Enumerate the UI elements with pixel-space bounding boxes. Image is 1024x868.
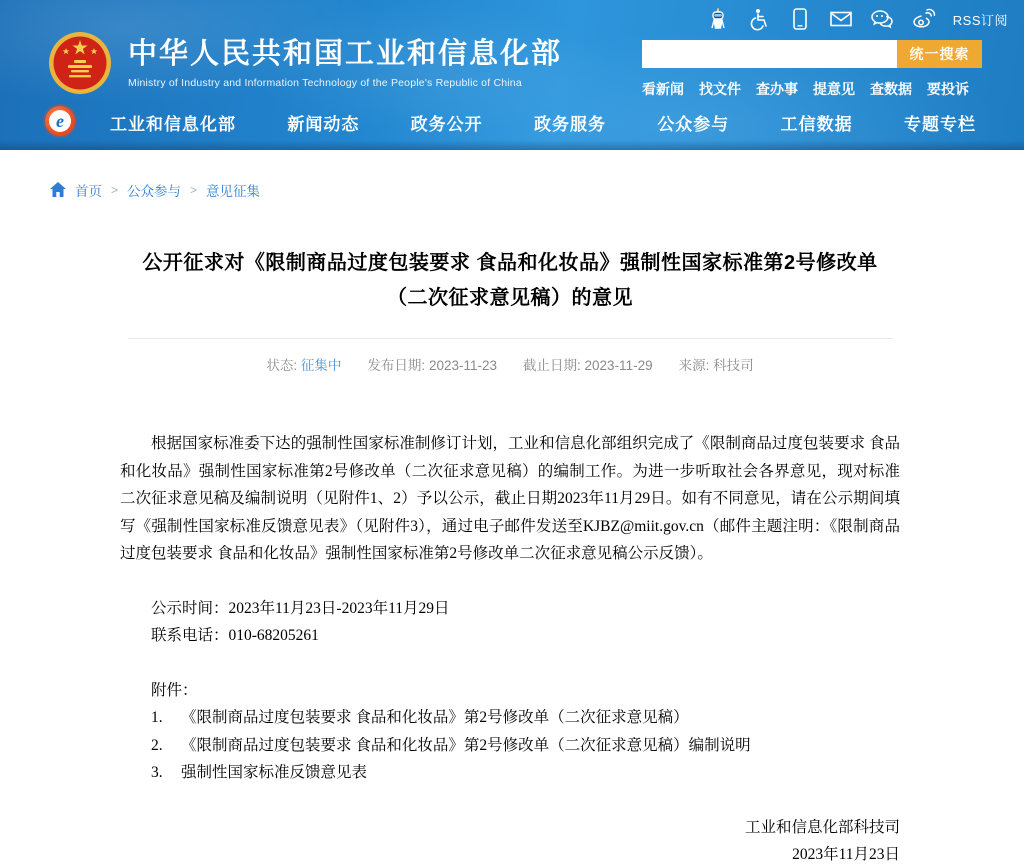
quick-link-complaint[interactable]: 要投诉 <box>927 81 969 97</box>
nav-item-industry-data[interactable]: 工信数据 <box>780 114 853 134</box>
page-title: 公开征求对《限制商品过度包装要求 食品和化妆品》强制性国家标准第2号修改单 （二次征求意见稿）的意见 <box>142 252 878 309</box>
search-input[interactable] <box>642 40 897 68</box>
attachment-link-2[interactable]: 2. 《限制商品过度包装要求 食品和化妆品》第2号修改单（二次征求意见稿）编制说明 <box>151 736 751 754</box>
quick-links <box>642 79 982 99</box>
site-title: 中华人民共和国工业和信息化部 <box>128 38 563 70</box>
site-brand <box>48 31 562 95</box>
miit-e-logo-icon: e <box>45 106 75 136</box>
breadcrumb-separator: > <box>190 182 198 197</box>
national-emblem-icon <box>48 31 112 95</box>
rss-subscribe-link[interactable]: RSS订阅 <box>952 12 1008 28</box>
breadcrumb <box>0 150 1024 202</box>
quick-link-services[interactable]: 查办事 <box>756 81 798 97</box>
wechat-icon[interactable] <box>871 7 893 31</box>
contact-phone: 联系电话：010-68205261 <box>151 627 319 644</box>
weibo-icon[interactable] <box>912 7 934 31</box>
nav-item-news[interactable]: 新闻动态 <box>287 114 360 134</box>
quick-link-data[interactable]: 查数据 <box>870 81 912 97</box>
attachment-link-1[interactable]: 1. 《限制商品过度包装要求 食品和化妆品》第2号修改单（二次征求意见稿） <box>151 709 689 726</box>
article-paragraph: 根据国家标准委下达的强制性国家标准制修订计划，工业和信息化部组织完成了《限制商品过度包装要求 食品和化妆品》强制性国家标准第2号修改单（二次征求意见稿）的编制工作。为进一步听取社会各界意见，现对标准二次征求意见稿及编制说明（见附件1、2）予以公示，截止日期2023年11月29日。如有不同意见，请在公示期间填写《强制性国家标准反馈意见表》（见附件3），通过电子邮件发送至KJBZ@miit.gov.cn（邮件主题注明：《限制商品过度包装要求 食品和化妆品》强制性国家标准第2号修改单二次征求意见稿公示反馈）。 <box>120 435 900 562</box>
publish-date-value: 2023-11-23 <box>428 358 497 373</box>
search-area <box>642 40 982 99</box>
mascot-robot-icon[interactable] <box>707 7 729 31</box>
deadline-label: 截止日期: <box>523 358 581 373</box>
breadcrumb-separator: > <box>111 182 119 197</box>
nav-item-gov-info[interactable]: 政务公开 <box>410 114 483 134</box>
status-badge: 征集中 <box>300 358 342 373</box>
attachments <box>120 677 900 787</box>
main-nav <box>0 102 1024 142</box>
quick-link-news[interactable]: 看新闻 <box>642 81 684 97</box>
article-container <box>120 246 900 868</box>
attachments-label: 附件： <box>151 681 198 699</box>
mail-icon[interactable] <box>830 7 852 31</box>
source-label: 来源: <box>678 358 710 373</box>
deadline-value: 2023-11-29 <box>584 358 653 373</box>
nav-item-miit[interactable]: 工业和信息化部 <box>110 114 236 134</box>
nav-item-public-participation[interactable]: 公众参与 <box>657 114 730 134</box>
nav-item-gov-services[interactable]: 政务服务 <box>533 114 606 134</box>
unified-search-button[interactable]: 统一搜索 <box>897 40 982 68</box>
article-body <box>120 430 900 868</box>
mobile-icon[interactable] <box>789 7 811 31</box>
signature <box>120 814 900 868</box>
accessibility-icon[interactable] <box>748 7 770 31</box>
signature-department: 工业和信息化部科技司 <box>744 818 900 836</box>
source-value: 科技司 <box>713 358 754 373</box>
home-icon[interactable] <box>50 182 66 197</box>
signature-date: 2023年11月23日 <box>792 845 900 863</box>
breadcrumb-opinion-collection[interactable]: 意见征集 <box>206 183 261 199</box>
site-subtitle: Ministry of Industry and Information Technology of the People's Republic of China <box>128 77 522 89</box>
topbar-icons <box>707 7 1008 31</box>
title-divider <box>128 338 892 339</box>
breadcrumb-public-participation[interactable]: 公众参与 <box>127 183 182 199</box>
quick-link-files[interactable]: 找文件 <box>699 81 741 97</box>
attachment-link-3[interactable]: 3. 强制性国家标准反馈意见表 <box>151 764 368 781</box>
notice-period: 公示时间：2023年11月23日-2023年11月29日 <box>151 599 450 617</box>
status-label: 状态: <box>266 358 298 373</box>
nav-item-special-topics[interactable]: 专题专栏 <box>903 114 976 134</box>
site-header <box>0 0 1024 150</box>
article-meta <box>120 354 900 374</box>
publish-date-label: 发布日期: <box>367 358 426 373</box>
breadcrumb-home[interactable]: 首页 <box>75 183 102 199</box>
quick-link-suggest[interactable]: 提意见 <box>813 81 855 97</box>
